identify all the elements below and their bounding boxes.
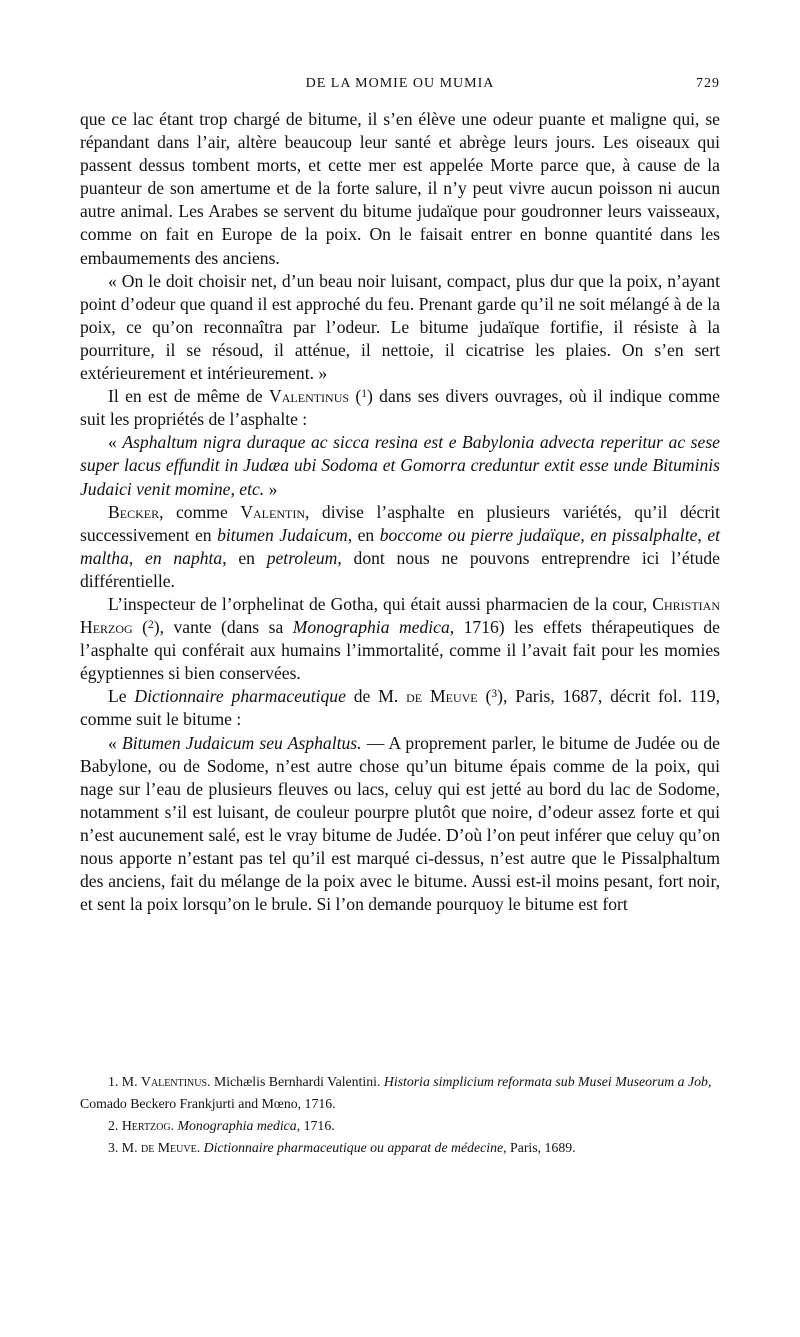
author-name: Christian Herzog (80, 593, 720, 638)
italic-term: petroleum (266, 547, 338, 568)
text: . (170, 1118, 178, 1133)
paragraph-6: L’inspecteur de l’orphelinat de Gotha, qui était aussi pharmacien de la cour, Christian Herzog ($^2$), vante (dans sa Monographia medica, 1716) les effets thérapeutiques de l’asphalte qui conférait aux humains l’immortalité, comme il l’avait fait pour les momies égyptiennes si bien conservées. (80, 593, 720, 684)
paragraph-2: « On le doit choisir net, d’un beau noir luisant, compact, plus dur que la poix, n’ayant point d’odeur que quand il est approché du feu. Prenant garde qu’il ne soit mélangé à de la poix, ce qu’on reconnaîtra par l’odeur. Le bitume judaïque fortifie, il résiste à la pourriture, il se résoud, il atténue, il nettoie, il cicatrise les plaies. On s’en sert extérieurement et intérieurement. » (80, 270, 720, 384)
footnote-ref: 1 (361, 387, 367, 400)
text: — A proprement parler, le bitume de Judée ou de Babylone, ou de Sodome, n’est autre chose qu’un bitume épais comme de la poix, qui nage sur l’eau de plusieurs fleuves ou lacs, celuy qui est jetté au bord du lac de Sodome, notamment s’il est luisant, de couleur pourpre plutôt que noire, d’odeur assez forte et qui n’est aucunement salé, est le vray bitume de Judée. D’où l’on peut inférer que celuy qu’on nous apporte n’estant pas tel qu’il est marqué ci-dessus, n’est autre que le Pissalphaltum des anciens, fait du mélange de la poix avec le bitume. Aussi est-il moins pesant, fort noir, et sent la poix lorsqu’on le brule. Si l’on demande pourquoy le bitume est fort (80, 732, 720, 915)
paragraph-4-latin-quote (80, 431, 720, 500)
italic-title: Dictionnaire pharmaceutique ou apparat de médecine (203, 1140, 504, 1155)
italic-term: bitumen Judaicum (217, 524, 348, 545)
text: , Comado Beckero Frankjurti and Mœno, 1716. (80, 1074, 712, 1111)
paragraph-8 (80, 732, 720, 917)
text: , divise l’asphalte en plusieurs variétés, qu’il décrit successivement en (80, 501, 720, 545)
text: Le (108, 686, 135, 707)
italic-term: en pissalphalte (590, 524, 698, 545)
text: , en (347, 524, 380, 545)
running-header (80, 76, 720, 96)
paragraph-5 (80, 501, 720, 593)
footnote-3 (80, 1137, 720, 1159)
italic-term: boccome ou pierre judaïque (379, 524, 581, 545)
text: , Paris, 1687, décrit fol. 119, comme suit le bitume : (80, 686, 720, 730)
text: , (580, 524, 591, 545)
text: , (128, 547, 146, 568)
text: M. (118, 1074, 141, 1089)
text: , (697, 524, 708, 545)
author-name: Valentinus (140, 1074, 208, 1089)
text: dans ses divers ouvrages, où il indique comme suit les propriétés de l’asphalte : (80, 386, 720, 430)
footnote-number: 2. (108, 1118, 119, 1133)
text: M. (118, 1140, 141, 1155)
text: , en (222, 547, 267, 568)
paragraph-1: que ce lac étant trop chargé de bitume, il s’en élève une odeur puante et maligne qui, se répandant dans l’air, altère beaucoup leur santé et abrège leurs jours. Les oiseaux qui passent dessus tombent morts, et cette mer est appelée Morte parce que, à cause de la puanteur de son amertume et de la forte salure, il n’y peut vivre aucun poisson ni aucun autre animal. Les Arabes se servent du bitume judaïque pour goudronner leurs vaisseaux, comme on fait en Europe de la poix. On le faisait entrer en bonne quantité dans les embaumements des anciens. (80, 109, 720, 268)
author-name: de Meuve (140, 1140, 197, 1155)
text: « (108, 432, 123, 453)
footnote-number: 1. (108, 1074, 119, 1089)
footnote-2 (80, 1115, 720, 1137)
text: , 1716) les effets thérapeutiques de l’asphalte qui conférait aux humains l’immortalité, comme il l’avait fait pour les momies égyptiennes si bien conservées. (80, 617, 720, 684)
footnote-ref: 3 (491, 688, 498, 701)
text: L’inspecteur de l’orphelinat de Gotha, qui était aussi pharmacien de la cour, (108, 593, 653, 614)
italic-title: Dictionnaire pharmaceutique (134, 686, 346, 707)
text: , 1716. (296, 1118, 335, 1133)
text: » (264, 478, 278, 499)
footnotes (80, 1071, 720, 1159)
italic-term: et maltha (80, 524, 721, 568)
text: de M. (345, 686, 407, 707)
footnote-ref: 2 (148, 618, 154, 631)
text: Il en est de même de (108, 386, 270, 407)
footnote-1 (80, 1071, 720, 1115)
latin-quote: Asphaltum nigra duraque ac sicca resina est e Babylonia advecta reperitur ac sese super lacus effundit in Judæa ubi Sodoma et Gomorra creduntur extit esse unde Bituminis Judaici venit momine, etc. (80, 432, 720, 499)
italic-title: Monographia medica (177, 1118, 297, 1133)
paragraph-7: Le Dictionnaire pharmaceutique de M. de Meuve ($^3$), Paris, 1687, décrit fol. 119, comme suit le bitume : (80, 686, 720, 730)
author-name: de Meuve (406, 686, 478, 707)
body-text (80, 108, 720, 916)
running-title: DE LA MOMIE OU MUMIA (305, 76, 495, 91)
text: , vante (dans sa (159, 617, 293, 638)
author-name: Valentin (240, 501, 306, 522)
text: , dont nous ne pouvons entreprendre ici l’étude différentielle. (80, 547, 720, 591)
italic-title: Monographia medica (292, 617, 450, 638)
italic-term: en naphta (145, 547, 223, 568)
author-name: Becker (108, 501, 160, 522)
text: , Paris, 1689. (503, 1140, 576, 1155)
text: « (108, 732, 122, 753)
italic-title: Historia simplicium reformata sub Musei Museorum a Job (383, 1074, 708, 1089)
footnote-number: 3. (108, 1140, 119, 1155)
text: , comme (159, 501, 241, 522)
text: . Michælis Bernhardi Valentini. (207, 1074, 384, 1089)
paragraph-3: Il en est de même de Valentinus ($^1$) dans ses divers ouvrages, où il indique comme suit les propriétés de l’asphalte : (80, 386, 720, 430)
text: . (196, 1140, 204, 1155)
author-name: Hertzog (121, 1118, 171, 1133)
page-number: 729 (696, 76, 720, 91)
italic-title: Bitumen Judaicum seu Asphaltus. (121, 732, 362, 753)
author-name: Valentinus (269, 386, 350, 407)
